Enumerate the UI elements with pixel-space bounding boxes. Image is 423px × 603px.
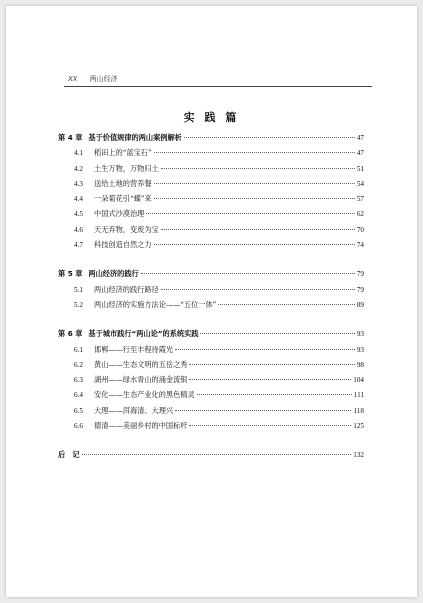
toc-chapter-6[interactable]: [58, 326, 364, 341]
page-number: 93: [356, 345, 364, 354]
item-title: 湖州——绿水青山的涌金流银: [94, 375, 188, 385]
toc-item[interactable]: [58, 237, 364, 252]
dot-leader: [197, 394, 352, 395]
dot-leader: [146, 213, 354, 214]
dot-leader: [161, 229, 355, 230]
chapter-number: 第 5 章: [58, 269, 83, 279]
item-title: 两山经济的实施方法论——“五位一体”: [94, 299, 217, 309]
item-number: 4.5: [74, 210, 83, 219]
dot-leader: [218, 304, 354, 305]
item-title: 稻田上的“蓝宝石”: [94, 148, 152, 158]
item-number: 4.2: [74, 164, 83, 173]
item-number: 6.5: [74, 406, 83, 415]
spacer: [58, 312, 364, 326]
page-number: 89: [356, 300, 364, 309]
page-number: 79: [356, 285, 364, 294]
item-title: 德清——美丽乡村的中国标杆: [94, 421, 188, 431]
item-number: 6.2: [74, 360, 83, 369]
toc-item[interactable]: [58, 282, 364, 297]
toc-item[interactable]: [58, 145, 364, 160]
item-title: 天无弃物，变废为宝: [94, 224, 159, 234]
dot-leader: [154, 183, 355, 184]
toc-item[interactable]: [58, 297, 364, 312]
spacer: [58, 433, 364, 447]
book-title: 两山经济: [89, 75, 118, 83]
dot-leader: [154, 198, 355, 199]
page-number: 57: [356, 195, 364, 204]
item-number: 4.1: [74, 149, 83, 158]
item-title: 邯郸——行至丰程待霞光: [94, 344, 174, 354]
dot-leader: [189, 425, 351, 426]
page-number: 118: [353, 406, 364, 415]
toc-item[interactable]: [58, 161, 364, 176]
page-number: 125: [353, 422, 364, 431]
page-number: 62: [356, 210, 364, 219]
table-of-contents: [58, 130, 364, 463]
item-title: 中国式沙漠治理: [94, 209, 145, 219]
dot-leader: [82, 454, 352, 455]
item-number: 6.3: [74, 376, 83, 385]
item-title: 送给土地的营养餐: [94, 178, 152, 188]
chapter-title: 基于价值规律的两山案例解析: [88, 133, 182, 142]
page-number: 70: [356, 225, 364, 234]
toc-item[interactable]: [58, 387, 364, 402]
dot-leader: [189, 379, 351, 380]
item-number: 6.1: [74, 345, 83, 354]
item-title: 黄山——生态文明的五岳之秀: [94, 359, 188, 369]
item-number: 4.6: [74, 225, 83, 234]
toc-chapter-5[interactable]: [58, 266, 364, 281]
toc-item[interactable]: [58, 342, 364, 357]
chapter-title: 两山经济的践行: [88, 269, 139, 279]
page-number: 98: [356, 360, 364, 369]
dot-leader: [161, 289, 355, 290]
item-title: 科技创造自然之力: [94, 240, 152, 250]
page-number: 51: [356, 164, 364, 173]
page-number: 104: [353, 376, 364, 385]
page-number: 47: [356, 149, 364, 158]
toc-item[interactable]: [58, 372, 364, 387]
page-marker: XX: [68, 76, 78, 83]
toc-item[interactable]: [58, 222, 364, 237]
dot-leader: [154, 152, 355, 153]
running-header: [68, 74, 373, 84]
page-number: 74: [356, 241, 364, 250]
toc-item[interactable]: [58, 403, 364, 418]
item-number: 5.1: [74, 285, 83, 294]
page-number: 93: [356, 330, 364, 339]
toc-item[interactable]: [58, 418, 364, 433]
page-number: 79: [356, 270, 364, 279]
item-title: 土生万物，万物归土: [94, 163, 159, 173]
document-page: [6, 6, 417, 597]
item-number: 4.7: [74, 241, 83, 250]
afterword-title: 后 记: [58, 450, 80, 460]
header-rule: [64, 86, 372, 87]
dot-leader: [141, 273, 355, 274]
item-number: 5.2: [74, 300, 83, 309]
page-number: 132: [353, 451, 364, 460]
page-number: 47: [356, 134, 364, 142]
spacer: [58, 252, 364, 266]
toc-item[interactable]: [58, 357, 364, 372]
item-number: 6.6: [74, 422, 83, 431]
item-number: 4.3: [74, 179, 83, 188]
toc-item[interactable]: [58, 206, 364, 221]
page-number: 54: [356, 179, 364, 188]
item-number: 4.4: [74, 195, 83, 204]
chapter-title: 基于城市践行“两山论”的系统实践: [88, 329, 199, 339]
toc-chapter-4[interactable]: [58, 130, 364, 145]
item-number: 6.4: [74, 391, 83, 400]
item-title: 一朵菊花引“蝶”来: [94, 194, 152, 204]
item-title: 两山经济的践行路径: [94, 284, 159, 294]
toc-item[interactable]: [58, 191, 364, 206]
chapter-number: 第 4 章: [58, 133, 83, 142]
section-title: 实 践 篇: [183, 111, 240, 124]
dot-leader: [175, 410, 351, 411]
dot-leader: [175, 349, 355, 350]
dot-leader: [200, 333, 354, 334]
dot-leader: [189, 364, 354, 365]
dot-leader: [184, 137, 355, 138]
page-number: 111: [353, 391, 364, 400]
item-title: 大理——洱海清、大理兴: [94, 405, 174, 415]
toc-afterword[interactable]: [58, 447, 364, 462]
chapter-number: 第 6 章: [58, 329, 83, 339]
dot-leader: [161, 168, 355, 169]
dot-leader: [154, 244, 355, 245]
item-title: 安化——生态产业化的黑色精灵: [94, 390, 195, 400]
toc-item[interactable]: [58, 176, 364, 191]
